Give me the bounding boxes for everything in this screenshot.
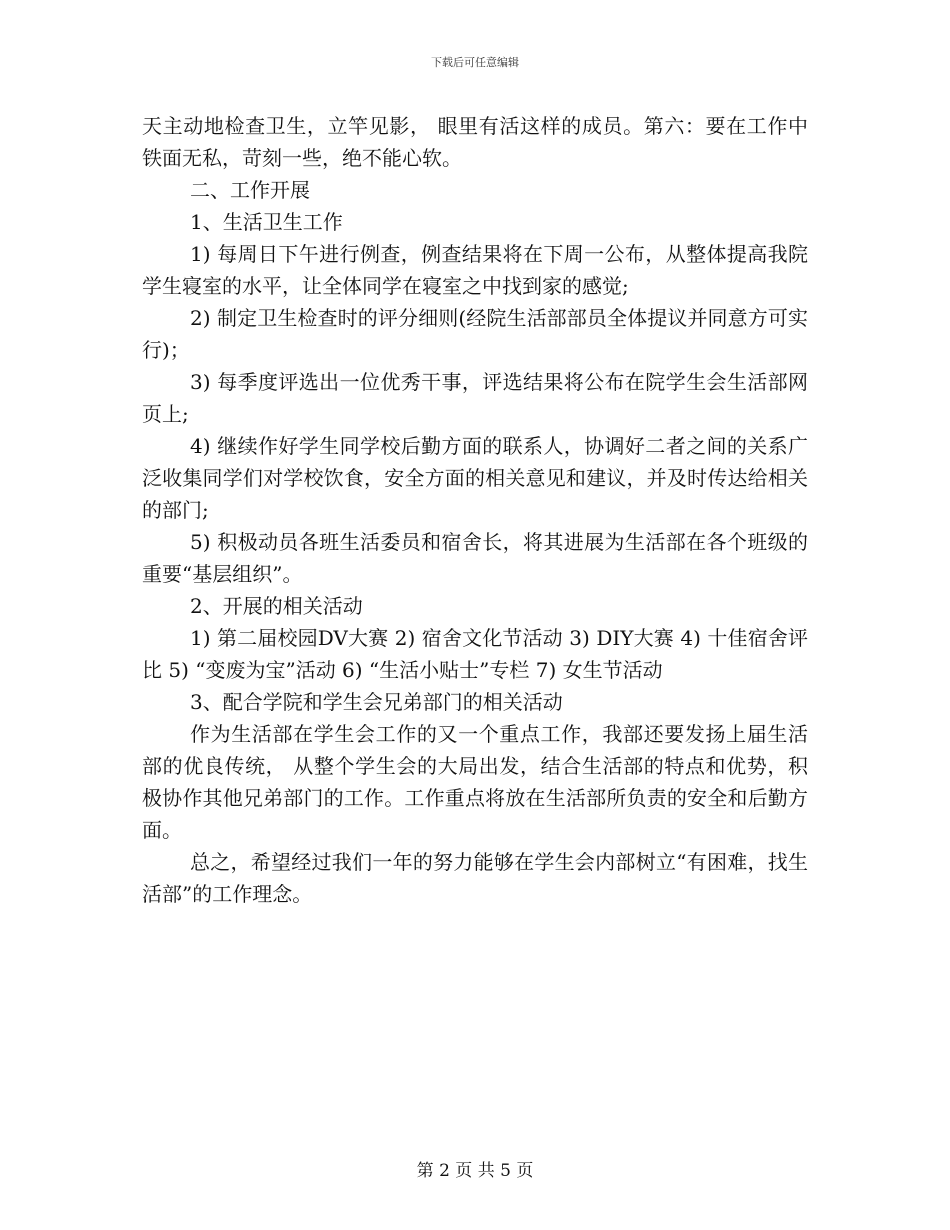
- subsection-heading-activities: 2、开展的相关活动: [190, 594, 363, 618]
- activities-list: 1) 第二届校园DV大赛 2) 宿舍文化节活动 3) DIY大赛 4) 十佳宿舍评比 5) “变废为宝”活动 6) “生活小贴士”专栏 7) 女生节活动: [142, 626, 808, 682]
- list-item-2: 2) 制定卫生检查时的评分细则(经院生活部部员全体提议并同意方可实行)；: [142, 306, 808, 362]
- paragraph-conclusion: 总之，希望经过我们一年的努力能够在学生会内部树立“有困难，找生活部”的工作理念。: [142, 850, 808, 906]
- subsection-heading-hygiene: 1、生活卫生工作: [190, 210, 343, 234]
- page-number: 第 2 页 共 5 页: [416, 1161, 534, 1181]
- section-heading-work: 二、工作开展: [190, 178, 310, 202]
- subsection-heading-cooperation: 3、配合学院和学生会兄弟部门的相关活动: [190, 690, 563, 714]
- list-item-3: 3) 每季度评选出一位优秀干事，评选结果将公布在院学生会生活部网页上;: [142, 370, 808, 426]
- paragraph-0: 天主动地检查卫生，立竿见影， 眼里有活这样的成员。第六：要在工作中铁面无私，苛刻一些，绝不能心软。: [142, 114, 808, 170]
- document-body: [142, 110, 808, 910]
- list-item-4: 4) 继续作好学生同学校后勤方面的联系人，协调好二者之间的关系广泛收集同学们对学校饮食，安全方面的相关意见和建议，并及时传达给相关的部门;: [142, 434, 808, 522]
- paragraph-cooperation: 作为生活部在学生会工作的又一个重点工作，我部还要发扬上届生活部的优良传统， 从整个学生会的大局出发，结合生活部的特点和优势，积极协作其他兄弟部门的工作。工作重点将放在生活部所负责的安全和后勤方面。: [142, 722, 808, 842]
- page-header-note: 下载后可任意编辑: [431, 56, 519, 69]
- list-item-1: 1) 每周日下午进行例查，例查结果将在下周一公布，从整体提高我院学生寝室的水平，让全体同学在寝室之中找到家的感觉;: [142, 242, 808, 298]
- list-item-5: 5) 积极动员各班生活委员和宿舍长，将其进展为生活部在各个班级的重要“基层组织”。: [142, 530, 808, 586]
